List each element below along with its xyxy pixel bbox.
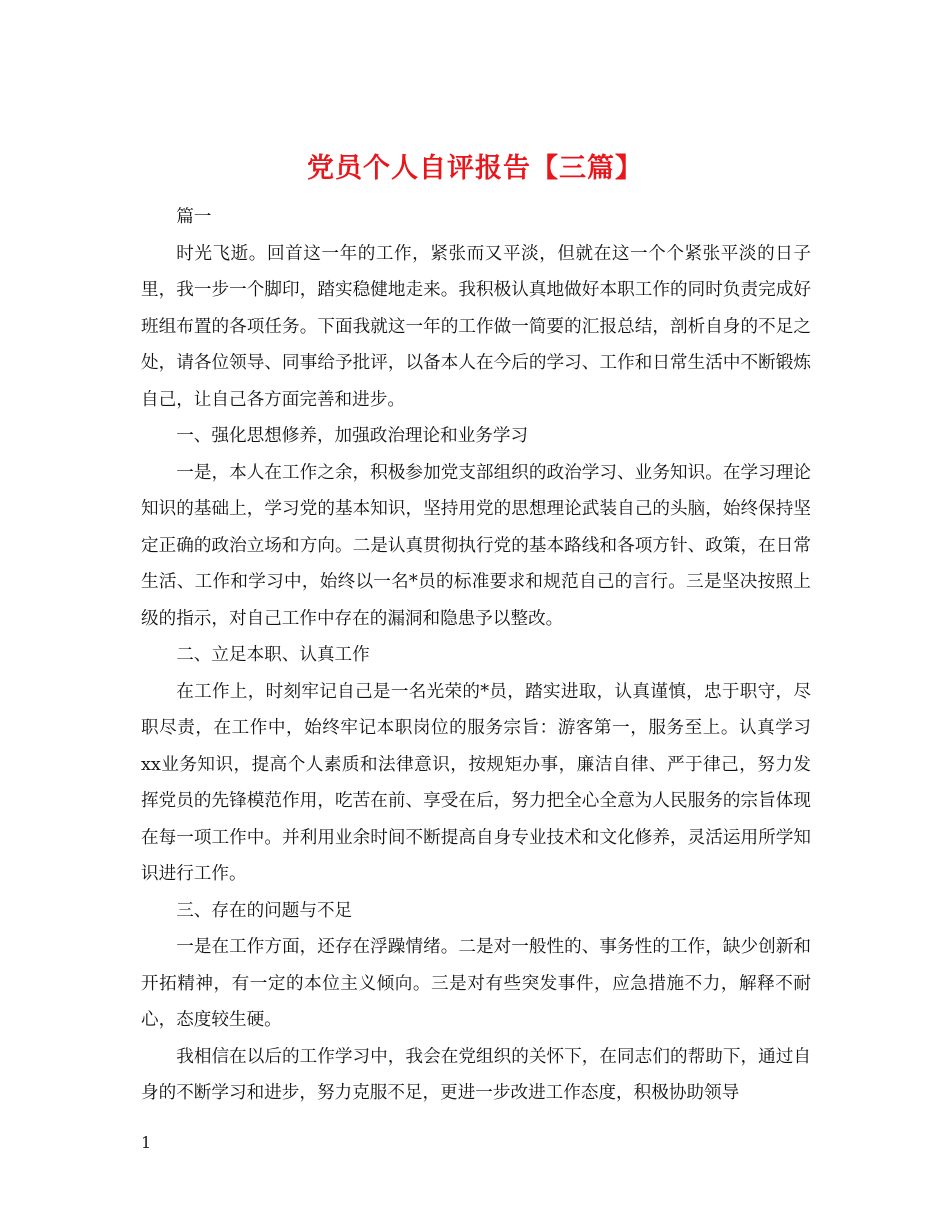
paragraph: 我相信在以后的工作学习中，我会在党组织的关怀下，在同志们的帮助下，通过自身的不断学习和进步，努力克服不足，更进一步改进工作态度，积极协助领导: [141, 1046, 811, 1103]
section-label: 篇一: [176, 207, 212, 227]
paragraph: 时光飞逝。回首这一年的工作，紧张而又平淡，但就在这一个个紧张平淡的日子里，我一步一个脚印，踏实稳健地走来。我积极认真地做好本职工作的同时负责完成好班组布置的各项任务。下面我就这一年的工作做一简要的汇报总结，剖析自身的不足之处，请各位领导、同事给予批评，以备本人在今后的学习、工作和日常生活中不断锻炼自己，让自己各方面完善和进步。: [141, 243, 811, 410]
paragraph: 一是，本人在工作之余，积极参加党支部组织的政治学习、业务知识。在学习理论知识的基础上，学习党的基本知识，坚持用党的思想理论武装自己的头脑，始终保持坚定正确的政治立场和方向。二是认真贯彻执行党的基本路线和各项方针、政策，在日常生活、工作和学习中，始终以一名*员的标准要求和规范自己的言行。三是坚决按照上级的指示，对自己工作中存在的漏洞和隐患予以整改。: [141, 462, 811, 629]
paragraph: 一是在工作方面，还存在浮躁情绪。二是对一般性的、事务性的工作，缺少创新和开拓精神，有一定的本位主义倾向。三是对有些突发事件，应急措施不力，解释不耐心，态度较生硬。: [141, 937, 811, 1030]
section-heading: 一、强化思想修养，加强政治理论和业务学习: [176, 426, 529, 446]
section-heading: 三、存在的问题与不足: [176, 900, 353, 921]
section-heading: 二、立足本职、认真工作: [176, 645, 370, 665]
document-body: [141, 199, 811, 1112]
page-number: 1: [141, 1133, 152, 1152]
paragraph: 在工作上，时刻牢记自己是一名光荣的*员，踏实进取，认真谨慎，忠于职守，尽职尽责，在工作中，始终牢记本职岗位的服务宗旨：游客第一，服务至上。认真学习xx业务知识，提高个人素质和法律意识，按规矩办事，廉洁自律、严于律己，努力发挥党员的先锋模范作用，吃苦在前、享受在后，努力把全心全意为人民服务的宗旨体现在每一项工作中。并利用业余时间不断提高自身专业技术和文化修养，灵活运用所学知识进行工作。: [141, 681, 811, 884]
document-title: 党员个人自评报告【三篇】: [307, 153, 643, 185]
